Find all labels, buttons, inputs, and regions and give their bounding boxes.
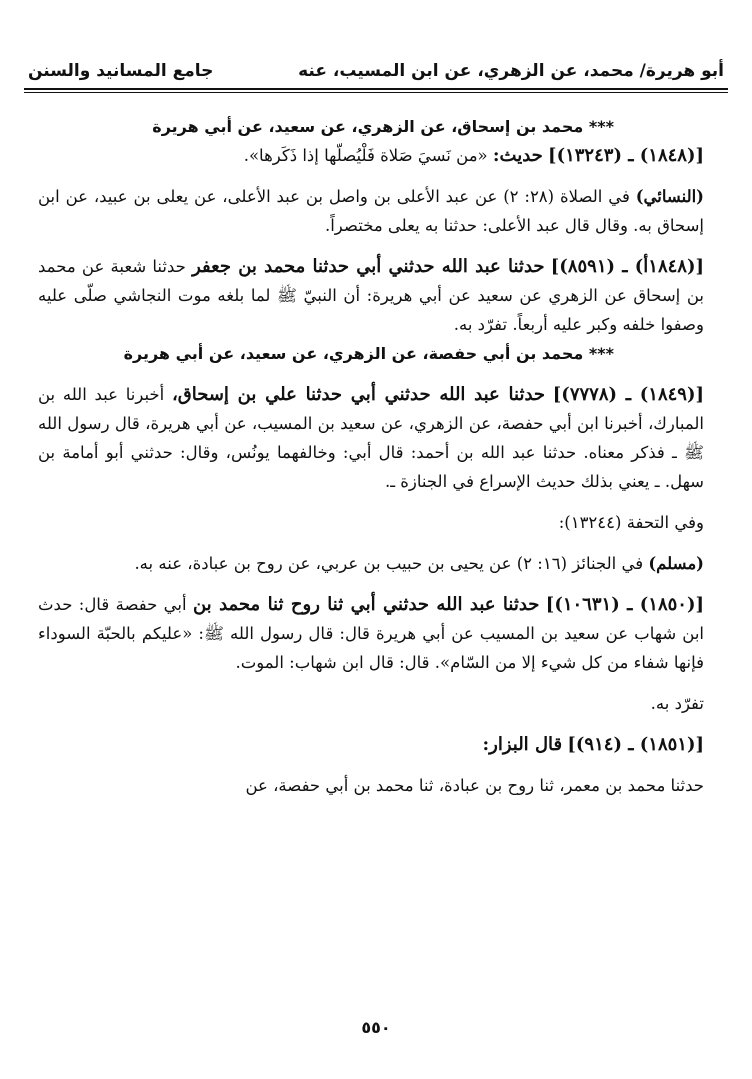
paragraph-gap	[38, 677, 704, 689]
header-rule-thick	[24, 88, 728, 90]
commentary-paragraph	[38, 182, 704, 240]
hadith-text: حدثنا شعبة عن محمد بن إسحاق عن الزهري عن سعيد عن أبي هريرة: أن النبيّ ﷺ لما بلغه موت النجاشي صلّى عليه وصفوا خلفه وكبر عليه أربعاً. تفرّد به.	[38, 257, 704, 334]
chain-text: *** محمد بن أبي حفصة، عن الزهري، عن سعيد، عن أبي هريرة	[123, 344, 614, 363]
paragraph-gap	[38, 578, 704, 590]
paragraph-text: في الصلاة (٢٨: ٢) عن عبد الأعلى بن واصل بن عبد الأعلى، عن يعلى بن عبيد، عن ابن إسحاق به. وقال قال عبد الأعلى: حدثنا به يعلى مختصراً.	[38, 187, 704, 235]
hadith-number: [(١٨٤٨) ـ (١٣٢٤٣)]	[548, 145, 704, 166]
page-number: ٥٥٠	[361, 1018, 391, 1037]
source-name: (النسائي)	[635, 187, 704, 206]
isnad-chain-heading	[38, 112, 704, 141]
chain-text: *** محمد بن إسحاق، عن الزهري، عن سعيد، عن أبي هريرة	[152, 117, 614, 136]
hadith-text: أخبرنا عبد الله بن المبارك، أخبرنا ابن أبي حفصة، عن الزهري، عن سعيد بن المسيب، عن أبي هريرة، قال رسول الله ﷺ ـ فذكر معناه. حدثنا عبد الله بن أحمد: قال أبي: وخالفهما يونُس، وقال: حدثني أبو أمامة بن سهل. ـ يعني بذلك حديث الإسراع في الجنازة ـ.	[38, 385, 704, 491]
paragraph-text: في الجنائز (١٦: ٢) عن يحيى بن حبيب بن عربي، عن روح بن عبادة، عنه به.	[134, 554, 644, 573]
header-book-title: جامع المسانيد والسنن	[28, 61, 214, 81]
paragraph-gap	[38, 240, 704, 252]
hadith-number: [(١٨٥١) ـ (٩١٤)]	[567, 734, 704, 755]
paragraph-gap	[38, 537, 704, 549]
paragraph-text: تفرّد به.	[650, 694, 704, 713]
hadith-entry	[38, 252, 704, 339]
paragraph-gap	[38, 718, 704, 730]
paragraph-gap	[38, 170, 704, 182]
header-chapter: أبو هريرة/ محمد، عن الزهري، عن ابن المسيب، عنه	[298, 61, 724, 81]
paragraph-gap	[38, 496, 704, 508]
hadith-lead: حدثنا عبد الله حدثني أبي ثنا روح ثنا محمد بن	[192, 594, 540, 615]
paragraph-gap	[38, 759, 704, 771]
hadith-lead: حدثنا عبد الله حدثني أبي حدثنا علي بن إسحاق،	[171, 384, 546, 405]
paragraph-text: وفي التحفة (١٣٢٤٤):	[558, 513, 704, 532]
hadith-lead: حديث:	[492, 145, 543, 166]
commentary-paragraph	[38, 689, 704, 718]
hadith-text: أبي حفصة قال: حدث ابن شهاب عن سعيد بن المسيب عن أبي هريرة قال: قال رسول الله ﷺ: «عليكم بالحبّة السوداء فإنها شفاء من كل شيء إلا من السّام». قال: قال ابن شهاب: الموت.	[38, 595, 704, 672]
hadith-entry	[38, 590, 704, 677]
source-name: (مسلم)	[648, 554, 704, 573]
page-body	[38, 112, 704, 800]
paragraph-text: حدثنا محمد بن معمر، ثنا روح بن عبادة، ثنا محمد بن أبي حفصة، عن	[245, 776, 704, 795]
header-rule-thin	[24, 92, 728, 93]
hadith-lead: حدثنا عبد الله حدثني أبي حدثنا محمد بن جعفر	[192, 256, 545, 277]
hadith-number: [(١٨٤٨أ) ـ (٨٥٩١)]	[550, 256, 705, 277]
running-header	[28, 58, 724, 84]
hadith-lead: قال البزار:	[482, 734, 563, 755]
paragraph-gap	[38, 368, 704, 380]
commentary-paragraph	[38, 771, 704, 800]
hadith-number: [(١٨٥٠) ـ (١٠٦٣١)]	[545, 594, 704, 615]
commentary-paragraph	[38, 549, 704, 578]
hadith-number: [(١٨٤٩) ـ (٧٧٧٨)]	[552, 384, 705, 405]
hadith-entry	[38, 380, 704, 496]
commentary-paragraph	[38, 508, 704, 537]
isnad-chain-heading	[38, 339, 704, 368]
hadith-entry	[38, 730, 704, 759]
hadith-entry	[38, 141, 704, 170]
hadith-text: «من نَسيَ صَلاة فَلْيُصلّها إذا ذَكَرها».	[243, 146, 488, 165]
